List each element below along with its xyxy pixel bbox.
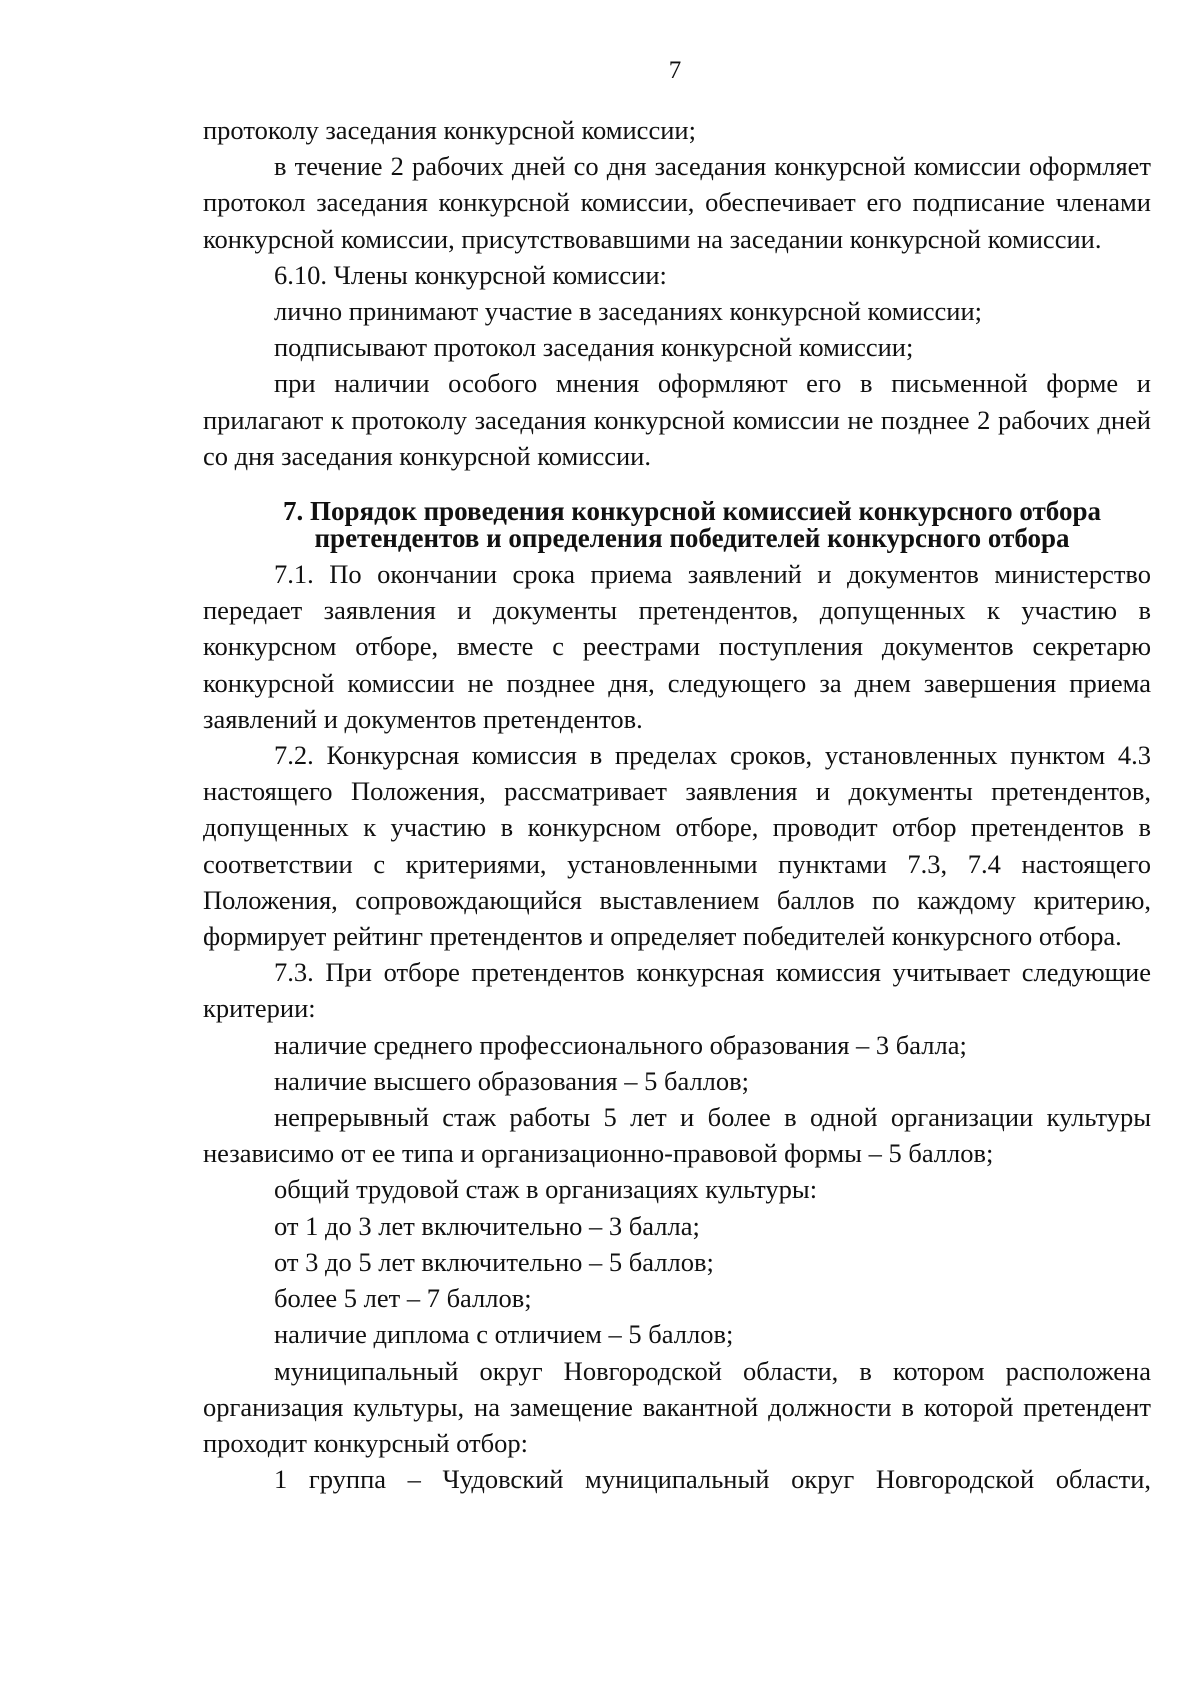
section-heading [203, 498, 1151, 552]
paragraph: подписывают протокол заседания конкурсной комиссии; [274, 332, 914, 363]
document-body [203, 112, 1151, 1497]
paragraph: общий трудовой стаж в организациях культуры: [274, 1174, 818, 1205]
paragraph: 7.1. По окончании срока приема заявлений и документов министерство передает заявления и документы претендентов, допущенных к участию в конкурсном отборе, вместе с реестрами поступления документов секретарю конкурсной комиссии не позднее дня, следующего за днем завершения приема заявлений и документов претендентов. [203, 559, 1151, 734]
paragraph: наличие высшего образования – 5 баллов; [274, 1065, 750, 1096]
paragraph: лично принимают участие в заседаниях конкурсной комиссии; [274, 296, 982, 327]
paragraph: протоколу заседания конкурсной комиссии; [203, 115, 696, 145]
section-heading-line: претендентов и определения победителей конкурсного отбора [314, 523, 1070, 554]
section-heading-line: 7. Порядок проведения конкурсной комиссией конкурсного отбора [283, 496, 1101, 527]
paragraph: более 5 лет – 7 баллов; [274, 1283, 532, 1314]
paragraph: муниципальный округ Новгородской области, в котором расположена организация культуры, на замещение вакантной должности в которой претендент проходит конкурсный отбор: [203, 1355, 1151, 1458]
paragraph: 1 группа – Чудовский муниципальный округ Новгородской области, [274, 1464, 1151, 1495]
page-number: 7 [668, 57, 682, 84]
paragraph: в течение 2 рабочих дней со дня заседания конкурсной комиссии оформляет протокол заседания конкурсной комиссии, обеспечивает его подписание членами конкурсной комиссии, присутствовавшими на заседании конкурсной комиссии. [203, 151, 1151, 254]
paragraph: непрерывный стаж работы 5 лет и более в одной организации культуры независимо от ее типа и организационно-правовой формы – 5 баллов; [203, 1102, 1151, 1169]
paragraph: 6.10. Члены конкурсной комиссии: [274, 259, 667, 290]
paragraph: при наличии особого мнения оформляют его в письменной форме и прилагают к протоколу заседания конкурсной комиссии не позднее 2 рабочих дней со дня заседания конкурсной комиссии. [203, 368, 1151, 471]
paragraph: 7.3. При отборе претендентов конкурсная комиссия учитывает следующие критерии: [203, 957, 1151, 1024]
paragraph: наличие диплома с отличием – 5 баллов; [274, 1319, 734, 1350]
paragraph: 7.2. Конкурсная комиссия в пределах сроков, установленных пунктом 4.3 настоящего Положения, рассматривает заявления и документы претендентов, допущенных к участию в конкурсном отборе, проводит отбор претендентов в соответствии с критериями, установленными пунктами 7.3, 7.4 настоящего Положения, сопровождающийся выставлением баллов по каждому критерию, формирует рейтинг претендентов и определяет победителей конкурсного отбора. [203, 740, 1151, 952]
paragraph: от 3 до 5 лет включительно – 5 баллов; [274, 1246, 714, 1277]
paragraph: от 1 до 3 лет включительно – 3 балла; [274, 1210, 700, 1241]
paragraph: наличие среднего профессионального образования – 3 балла; [274, 1029, 967, 1060]
